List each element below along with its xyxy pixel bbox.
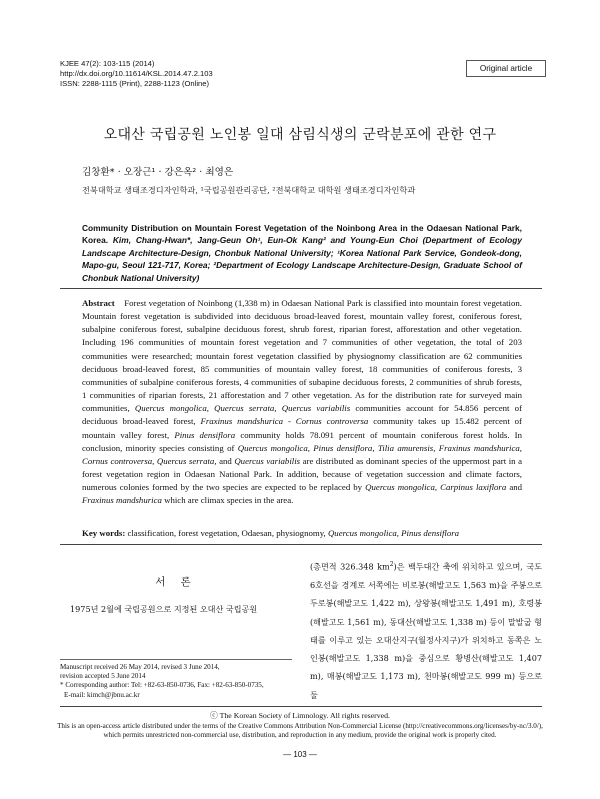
abstract-label: Abstract <box>82 298 115 308</box>
abstract-bottom-rule <box>60 544 542 545</box>
abstract-text: and <box>219 455 232 466</box>
received-date: Manuscript received 26 May 2014, revised 3 June 2014, <box>60 663 220 671</box>
species-name: Fraxinus mandshurica <box>82 495 162 506</box>
species-name: Pinus densiflora <box>174 429 236 440</box>
intro-left-text: 1975년 2월에 국립공원으로 지정된 오대산 국립공원 <box>70 604 258 614</box>
species-name: Quercus mongolica, Pinus densiflora, Tilia amurensis, Fraxinus mandshurica, Cornus controversa, Quercus serrata, <box>82 442 522 466</box>
abstract-text: which are climax species in the area. <box>164 495 294 506</box>
korean-title: 오대산 국립공원 노인봉 일대 삼림식생의 군락분포에 관한 연구 <box>103 127 497 143</box>
keywords <box>82 527 522 539</box>
abstract-top-rule <box>60 288 542 289</box>
english-authors: Kim, Chang-Hwan*, Jang-Geun Oh¹, Eun-Ok Kang² and Young-Eun Choi <box>112 235 418 246</box>
species-name: Quercus variabilis <box>234 455 301 466</box>
english-title-block <box>82 222 522 284</box>
issn-line: ISSN: 2288-1115 (Print), 2288-1123 (Online) <box>60 79 210 88</box>
license-line-1: This is an open-access article distributed under the terms of the Creative Commons Attribution Non-Commercial License (http://creativecommons.org/licenses/by-nc/3.0/), <box>57 722 543 730</box>
abstract-text: Forest vegetation of Noinbong (1,338 m) in Odaesan National Park is classified into mountain forest vegetation. Mountain forest vegetation is subdivided into deciduous broad-leaved forest, mountain valley forest, coniferous forest, subalpine coniferous forest, subalpine deciduous forest, shrub forest, riparian forest, afforestation and other vegetation. Including 196 communities of mountain forest vegetation and 7 communities of other vegetation, the total of 203 communities were researched; mountain forest vegetation classified by physiognomy classification are 62 communities deciduous broad-leaved forest, 85 communities of mountain valley forest, 18 communities of coniferous forests, 3 communities of subalpine coniferous forests, 4 communities of subapine deciduous forests, 2 communities of shrub forests, 1 communities of riparian forests, 21 afforestation and 7 other vegetation. As for the distribution rate for surveyed main communities, <box>82 298 522 414</box>
footnote <box>60 663 300 700</box>
intro-right-area: (총면적 326.348 km <box>310 561 390 572</box>
copyright: ⓒ The Korean Society of Limnology. All rights reserved. <box>210 711 390 720</box>
intro-right-column <box>310 556 542 704</box>
corresponding-author: * Corresponding author: Tel: +82-63-850-0736, Fax: +82-63-850-0735, <box>60 681 264 690</box>
english-title: Community Distribution on Mountain Forest Vegetation of the Noinbong Area in the Odaesan National Park, Korea. <box>82 223 522 246</box>
keywords-plain: classification, forest vegetation, Odaesan, physiognomy, <box>127 528 326 538</box>
english-affiliations: (Department of Ecology Landscape Architecture-Design, Chonbuk National University; ¹Korea National Park Service, Gondeok-dong, Mapo-gu, Seoul 121-717, Korea; ²Department of Ecology Landscape Architecture-Design, Graduate School of Chonbuk National University) <box>82 235 522 283</box>
abstract-text: are distributed as dominant species of the uppermost part in a forest vegetation region in Odaesan National Park. In addition, because of vegetation succession and climate factors, numerous colonies formed by the two species are expected to be replaced by <box>82 455 522 493</box>
page-number: — 103 — <box>283 750 317 759</box>
journal-citation: KJEE 47(2): 103-115 (2014) <box>60 59 155 68</box>
abstract-text: communities account for 54.856 percent of deciduous broad-leaved forest, <box>82 403 522 427</box>
species-name: Fraxinus mandshurica - Cornus controversa <box>200 416 369 427</box>
species-name: Quercus mongolica, Quercus serrata, Quercus variabilis <box>134 403 351 414</box>
license-line-2: which permits unrestricted non-commercial use, distribution, and reproduction in any medium, provide the original work is properly cited. <box>103 731 497 739</box>
intro-right-text: )은 백두대간 축에 위치하고 있으며, 국도 6호선을 경계로 서쪽에는 비로봉(해발고도 1,563 m)을 주봉으로 두로봉(해발고도 1,422 m), 상왕봉(해발고도 1,491 m), 호령봉(해발고도 1,561 m), 동대산(해발고도 1,338 m) 등이 말발굽 형태를 이루고 있는 오대산지구(월정사지구)가 위치하고 동쪽은 노인봉(해발고도 1,338 m)을 중심으로 황병산(해발고도 1,407 m), 매봉(해발고도 1,173 m), 천마봉(해발고도 999 m) 등으로 둘 <box>310 561 542 700</box>
email-line[interactable]: E-mail: kimch@jbnu.ac.kr <box>64 690 140 699</box>
species-name: Quercus mongolica, Carpinus laxiflora <box>365 482 507 493</box>
article-type-badge: Original article <box>466 60 546 77</box>
abstract-text: community holds 78.091 percent of mountain coniferous forest holds. In conclusion, minority species consisting of <box>82 429 523 453</box>
abstract-text: community takes up 15.482 percent of mountain valley forest, <box>82 416 522 440</box>
keywords-label: Key words: <box>82 528 126 538</box>
korean-authors: 김창환* · 오장근¹ · 강은옥² · 최영은 <box>82 167 234 178</box>
abstract-text: and <box>509 482 523 493</box>
keywords-italic: Quercus mongolica, Pinus densiflora <box>327 528 460 538</box>
section-heading: 서 론 <box>155 576 197 588</box>
footnote-rule <box>60 659 292 660</box>
abstract <box>82 297 522 508</box>
korean-affiliation: 전북대학교 생태조경디자인학과, ¹국립공원관리공단, ²전북대학교 대학원 생태조경디자인학과 <box>82 185 416 195</box>
journal-header <box>60 59 213 89</box>
accepted-date: revision accepted 5 June 2014 <box>60 672 146 681</box>
superscript: 2 <box>389 561 394 568</box>
doi-link[interactable]: http://dx.doi.org/10.11614/KSL.2014.47.2.103 <box>60 69 213 78</box>
footer-rule <box>60 706 542 707</box>
